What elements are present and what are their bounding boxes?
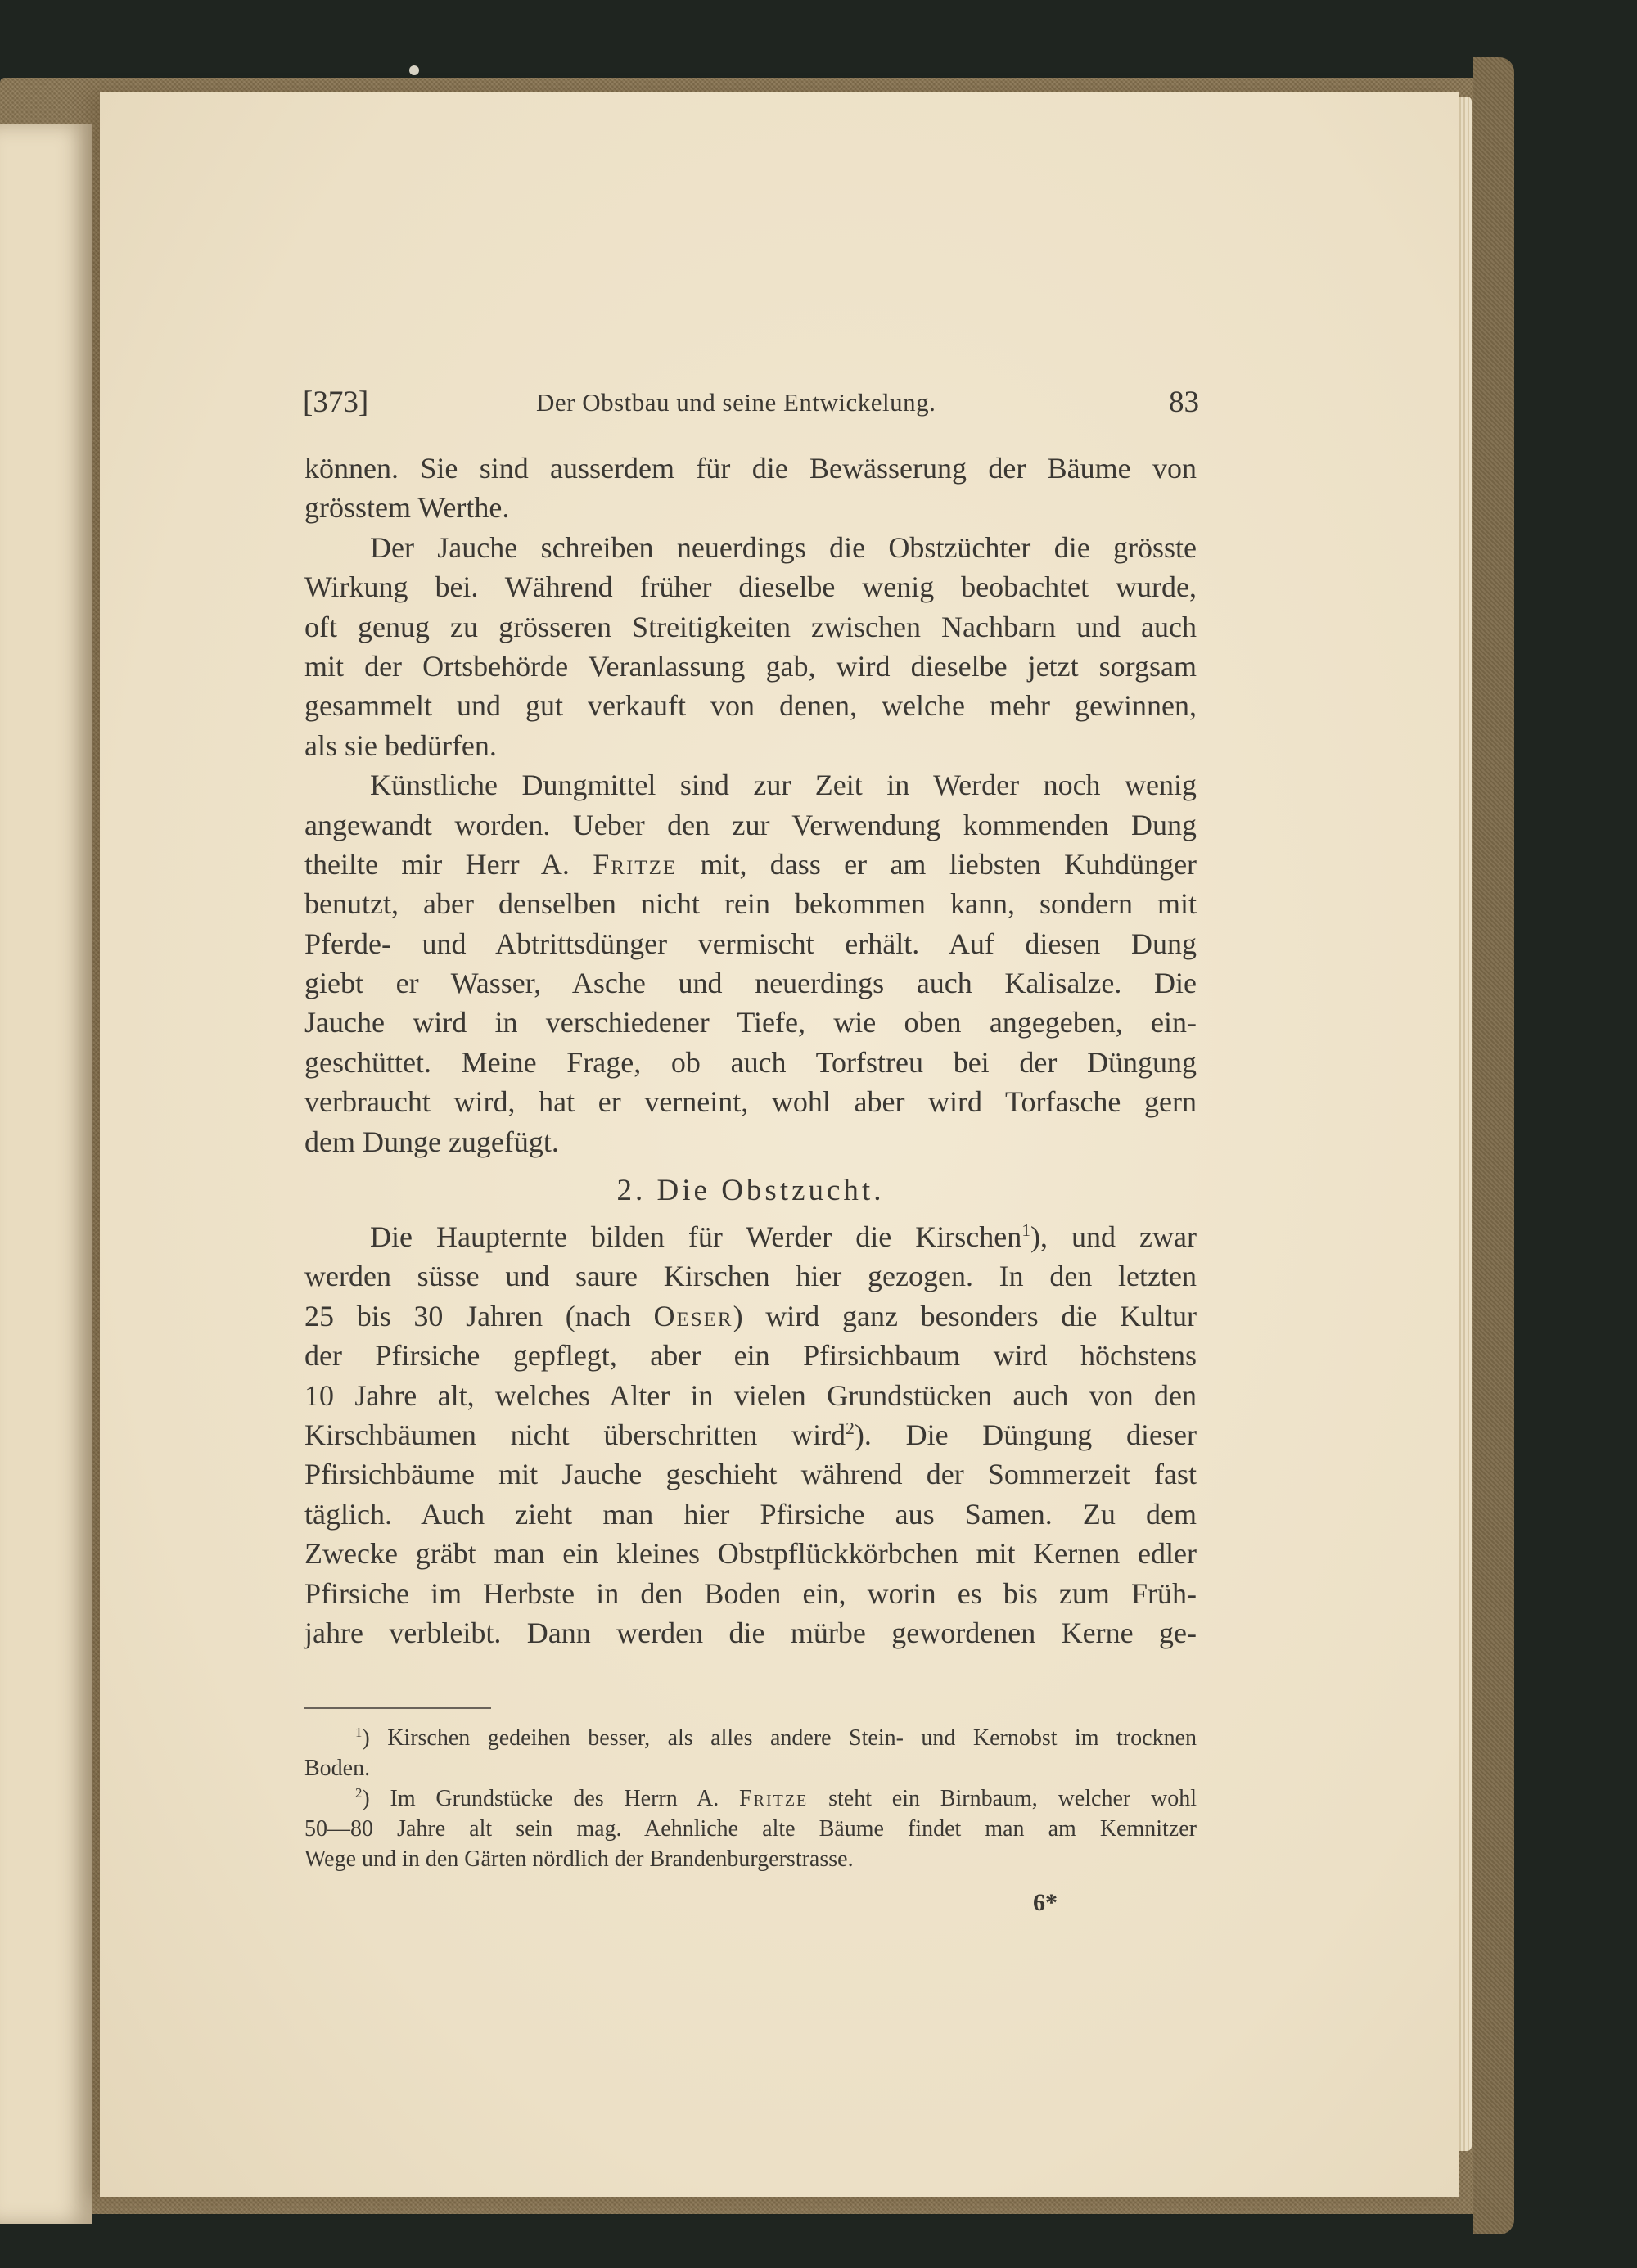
- text-line: verbraucht wird, hat er verneint, wohl aber wird Torfasche gern: [304, 1085, 1197, 1119]
- footnote-ref: 1: [1021, 1220, 1031, 1241]
- text-line: 10 Jahre alt, welches Alter in vielen Grundstücken auch von den: [304, 1378, 1197, 1412]
- text-line: Künstliche Dungmittel sind zur Zeit in Werder noch wenig: [370, 769, 1197, 802]
- text-line: Zwecke gräbt man ein kleines Obstpflückkörbchen mit Kernen edler: [304, 1537, 1197, 1571]
- text-line: Jauche wird in verschiedener Tiefe, wie oben angegeben, ein-: [304, 1006, 1197, 1039]
- footnote-line: Wege und in den Gärten nördlich der Brandenburgerstrasse.: [304, 1846, 854, 1872]
- page-number: 83: [1169, 386, 1199, 419]
- section-heading: 2. Die Obstzucht.: [616, 1174, 885, 1208]
- person-name: Oeser: [653, 1299, 733, 1332]
- text-line: angewandt worden. Ueber den zur Verwendung kommenden Dung: [304, 808, 1197, 841]
- text-line: Der Jauche schreiben neuerdings die Obstzüchter die grösste: [370, 530, 1197, 564]
- text-line: gesammelt und gut verkauft von denen, welche mehr gewinnen,: [304, 689, 1197, 723]
- footnote-line: Boden.: [304, 1756, 371, 1781]
- person-name: Fritze: [739, 1786, 809, 1811]
- original-page-number: [373]: [303, 386, 369, 419]
- person-name: Fritze: [593, 847, 678, 881]
- pin-dot: [409, 65, 419, 75]
- text-line: täglich. Auch zieht man hier Pfirsiche aus Samen. Zu dem: [304, 1497, 1197, 1531]
- text-line: 25 bis 30 Jahren (nach Oeser) wird ganz besonders die Kultur: [304, 1299, 1197, 1332]
- text-line: jahre verbleibt. Dann werden die mürbe gewordenen Kerne ge-: [304, 1616, 1197, 1649]
- text-line: Pfirsichbäume mit Jauche geschieht während der Sommerzeit fast: [304, 1458, 1197, 1491]
- footnote-line: $^2$) Im Grundstücke des Herrn A. Fritze steht ein Birnbaum, welcher wohl: [355, 1784, 1197, 1811]
- footnote-marker: 1: [355, 1724, 363, 1740]
- text-line: Pfirsiche im Herbste in den Boden ein, worin es bis zum Früh-: [304, 1576, 1197, 1610]
- facing-page: [0, 124, 92, 2224]
- text-line: oft genug zu grösseren Streitigkeiten zwischen Nachbarn und auch: [304, 610, 1197, 643]
- signature-mark: 6*: [1033, 1889, 1058, 1916]
- text-line: mit der Ortsbehörde Veranlassung gab, wird dieselbe jetzt sorgsam: [304, 649, 1197, 683]
- text-line: dem Dunge zugefügt.: [304, 1125, 559, 1158]
- text-line: Die Haupternte bilden für Werder die Kirschen$^1$), und zwar: [370, 1220, 1197, 1254]
- text-line: theilte mir Herr A. Fritze mit, dass er am liebsten Kuhdünger: [304, 847, 1197, 881]
- footnote-ref: 2: [846, 1418, 855, 1439]
- footnote-line: 50—80 Jahre alt sein mag. Aehnliche alte Bäume findet man am Kemnitzer: [304, 1816, 1197, 1842]
- text-line: geschüttet. Meine Frage, ob auch Torfstreu bei der Düngung: [304, 1045, 1197, 1079]
- text-line: giebt er Wasser, Asche und neuerdings auch Kalisalze. Die: [304, 967, 1197, 1000]
- text-line: Pferde- und Abtrittsdünger vermischt erhält. Auf diesen Dung: [304, 927, 1197, 960]
- text-line: als sie bedürfen.: [304, 728, 497, 762]
- footnotes: [304, 1723, 1197, 1874]
- text-line: der Pfirsiche gepflegt, aber ein Pfirsichbaum wird höchstens: [304, 1339, 1197, 1373]
- text-line: Kirschbäumen nicht überschritten wird$^2$). Die Düngung dieser: [304, 1418, 1197, 1451]
- running-title: Der Obstbau und seine Entwickelung.: [536, 388, 936, 417]
- book-cover-edge: [1473, 57, 1514, 2234]
- footnote-rule: [304, 1707, 491, 1709]
- footnote-line: $^1$) Kirschen gedeihen besser, als alles andere Stein- und Kernobst im trocknen: [355, 1724, 1197, 1751]
- text-line: können. Sie sind ausserdem für die Bewässerung der Bäume von: [304, 452, 1197, 485]
- text-line: grösstem Werthe.: [304, 491, 510, 525]
- body-text: [304, 449, 1197, 1653]
- text-line: Wirkung bei. Während früher dieselbe wenig beobachtet wurde,: [304, 570, 1197, 604]
- text-line: werden süsse und saure Kirschen hier gezogen. In den letzten: [304, 1260, 1197, 1293]
- footnote-marker: 2: [355, 1784, 363, 1801]
- text-line: benutzt, aber denselben nicht rein bekommen kann, sondern mit: [304, 887, 1197, 921]
- running-head: [303, 385, 1199, 434]
